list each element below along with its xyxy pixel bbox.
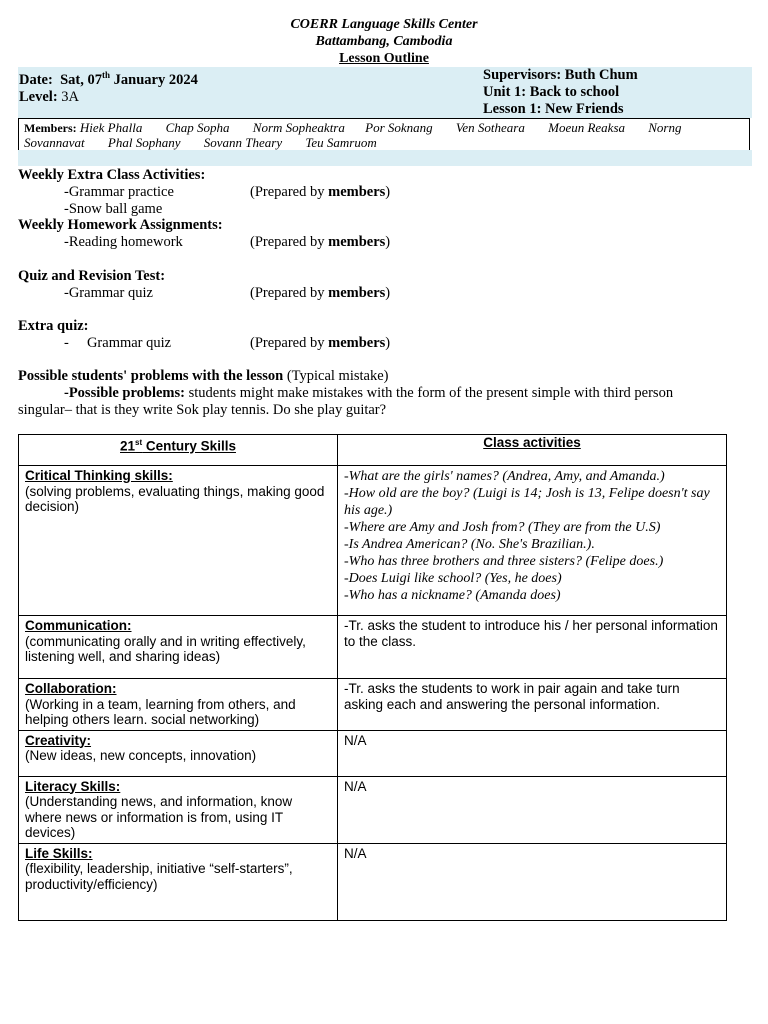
skill-desc: (New ideas, new concepts, innovation) [25, 748, 257, 763]
activity-cell: N/A [338, 843, 727, 920]
supervisors: Supervisors: Buth Chum [483, 67, 638, 83]
table-row [19, 616, 727, 679]
skill-title: Critical Thinking skills: [25, 468, 173, 483]
activity-line: -Is Andrea American? (No. She's Brazilian.). [344, 537, 595, 552]
grammar-practice-item: -Grammar practice [64, 184, 174, 200]
skill-title: Creativity: [25, 732, 92, 748]
skill-cell [19, 730, 338, 776]
activity-line: -Who has three brothers and three sisters? (Felipe does.) [344, 554, 664, 569]
skill-cell [19, 843, 338, 920]
problems-label: -Possible problems: [64, 385, 185, 401]
weekly-extra-heading: Weekly Extra Class Activities: [18, 167, 206, 183]
skill-desc: (solving problems, evaluating things, making good decision) [25, 483, 325, 514]
skill-cell [19, 679, 338, 731]
prepared-by: (Prepared by members) [250, 335, 391, 351]
date-level [19, 67, 198, 106]
skills-column-header: 21st Century Skills [19, 435, 338, 466]
activity-line: -Does Luigi like school? (Yes, he does) [344, 571, 562, 586]
member-name: Phal Sophany [107, 135, 181, 150]
problems-text-line [18, 385, 748, 402]
lesson-info-block [18, 67, 752, 118]
member-name: Hiek Phalla [79, 120, 143, 135]
skill-title: Collaboration: [25, 681, 117, 696]
extra-grammar-quiz-item: - Grammar quiz [64, 335, 172, 351]
member-name: Norm Sopheaktra [252, 120, 345, 135]
date-value: Sat, 07 [60, 71, 102, 88]
skill-desc: (flexibility, leadership, initiative “self-starters”, productivity/efficiency) [25, 861, 293, 892]
date-rest: January 2024 [110, 71, 198, 88]
table-row [19, 730, 727, 776]
member-name: Ven Sotheara [455, 120, 525, 135]
member-name: Moeun Reaksa [548, 120, 626, 135]
activity-line: -How old are the boy? (Luigi is 14; Josh is 13, Felipe doesn't say his age.) [344, 486, 710, 518]
members-row-2 [24, 135, 377, 150]
date-line [19, 67, 198, 89]
activity-cell: N/A [338, 776, 727, 843]
info-strip [18, 150, 752, 166]
skill-cell [19, 466, 338, 616]
level-label: Level: [19, 88, 58, 105]
weekly-homework-heading: Weekly Homework Assignments: [18, 217, 223, 233]
prepared-by: (Prepared by members) [250, 285, 391, 301]
date-label: Date: [19, 71, 53, 88]
member-name: Chap Sopha [165, 120, 230, 135]
members-row-1 [24, 120, 746, 136]
table-row [19, 776, 727, 843]
skill-title: Communication: [25, 618, 132, 633]
unit: Unit 1: Back to school [483, 84, 620, 100]
skill-title: Life Skills: [25, 845, 93, 861]
prepared-by: (Prepared by members) [250, 234, 391, 250]
possible-problems [18, 368, 748, 419]
center-name: COERR Language Skills Center [290, 17, 478, 32]
table-row [19, 466, 727, 616]
skill-cell [19, 776, 338, 843]
skill-desc: (communicating orally and in writing effectively, listening well, and sharing ideas) [25, 633, 306, 664]
snow-ball-item: -Snow ball game [64, 201, 163, 217]
table-header-row [19, 435, 727, 466]
quiz-revision-heading: Quiz and Revision Test: [18, 268, 166, 284]
center-location: Battambang, Cambodia [315, 34, 453, 49]
activity-line: -Who has a nickname? (Amanda does) [344, 588, 561, 603]
skill-desc: (Understanding news, and information, know where news or information is from, using IT devices) [25, 794, 293, 840]
skill-desc: (Working in a team, learning from others, and helping others learn. social networking) [25, 696, 296, 727]
table-row [19, 679, 727, 731]
member-name: Norng [648, 120, 682, 135]
member-name: Por Soknang [365, 120, 433, 135]
extra-quiz-heading: Extra quiz: [18, 318, 89, 334]
level-line [19, 89, 198, 106]
problems-text-2: singular– that is they write Sok play tennis. Do she play guitar? [18, 402, 387, 418]
activity-line: -Where are Amy and Josh from? (They are from the U.S) [344, 520, 661, 535]
activities-column-header: Class activities [338, 435, 727, 466]
members-box [18, 118, 750, 151]
grammar-quiz-item: -Grammar quiz [64, 285, 153, 301]
member-name: Sovann Theary [203, 135, 283, 150]
skill-title: Literacy Skills: [25, 778, 121, 794]
member-name: Sovannavat [24, 135, 85, 150]
skill-cell [19, 616, 338, 679]
activity-cell: -Tr. asks the students to work in pair again and take turn asking each and answering the personal information. [338, 679, 727, 731]
table-row [19, 843, 727, 920]
level-value: 3A [61, 88, 80, 105]
problems-text-1: students might make mistakes with the form of the present simple with third person [184, 385, 674, 401]
reading-homework-item: -Reading homework [64, 234, 183, 250]
skills-table [18, 434, 727, 921]
document-title: Lesson Outline [339, 51, 429, 66]
members-label: Members: [24, 121, 77, 135]
member-name: Teu Samruom [305, 135, 377, 150]
activity-cell [338, 466, 727, 616]
problems-heading-line [18, 368, 748, 385]
activity-cell: N/A [338, 730, 727, 776]
problems-heading: Possible students' problems with the lesson [18, 368, 284, 384]
unit-info [483, 67, 638, 118]
date-sup: th [101, 70, 110, 80]
lesson: Lesson 1: New Friends [483, 101, 624, 117]
prepared-by: (Prepared by members) [250, 184, 391, 200]
problems-note: (Typical mistake) [283, 368, 389, 384]
activity-line: -What are the girls' names? (Andrea, Amy, and Amanda.) [344, 469, 665, 484]
activity-cell: -Tr. asks the student to introduce his / her personal information to the class. [338, 616, 727, 679]
